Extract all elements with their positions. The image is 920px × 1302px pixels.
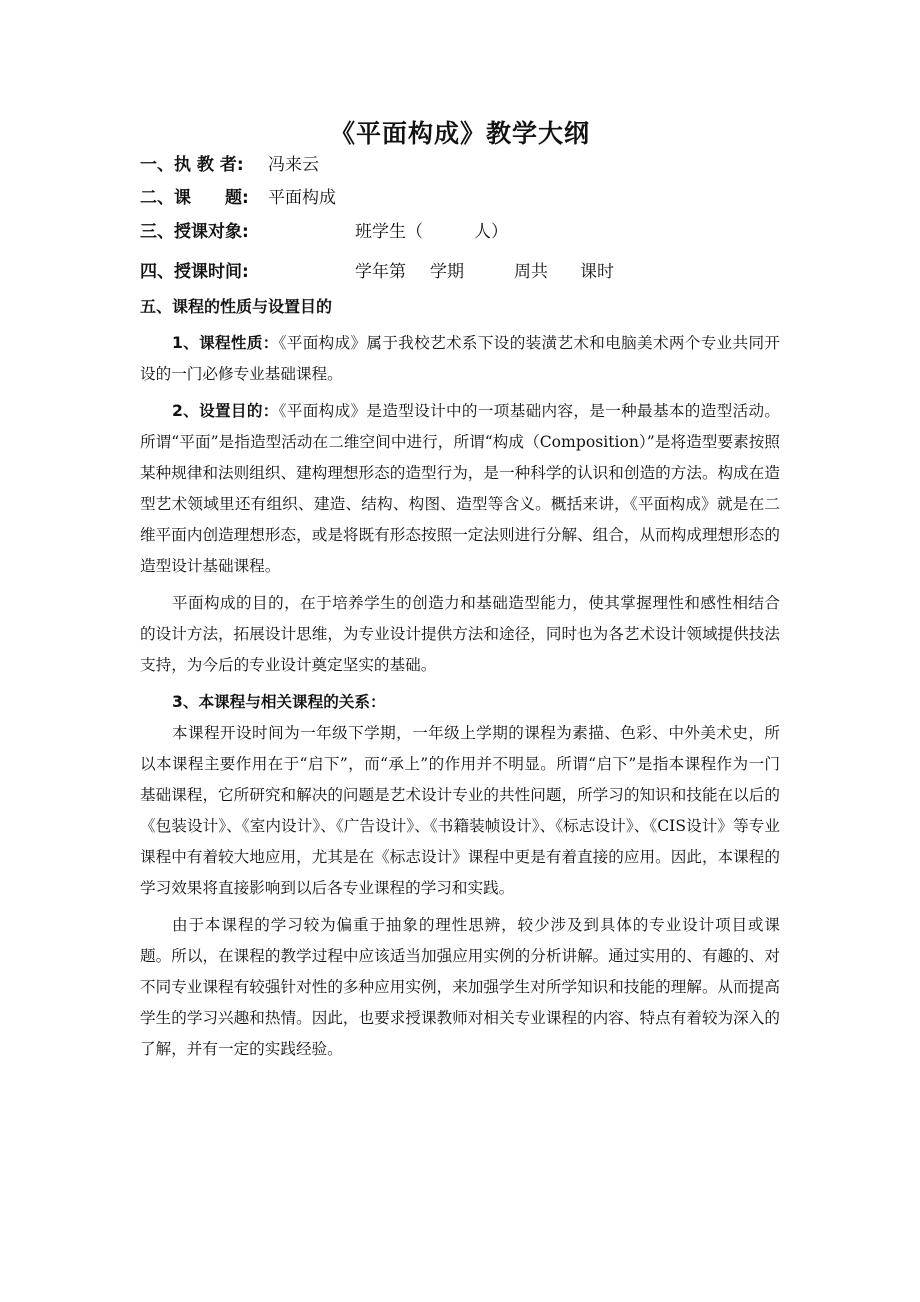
time-value-hours: 课时 — [580, 262, 614, 282]
course-purpose-label: 2、设置目的： — [172, 402, 279, 420]
relations-label: 3、本课程与相关课程的关系： — [172, 693, 386, 711]
paragraph-purpose-detail: 平面构成的目的，在于培养学生的创造力和基础造型能力，使其掌握理性和感性相结合的设计方法，拓展设计思维，为专业设计提供方法和途径，同时也为各艺术设计领域提供技法支持，为今后的专业设计奠定坚实的基础。 — [140, 594, 780, 674]
document-body — [140, 328, 780, 1065]
time-row — [140, 257, 614, 287]
paragraph-course-nature — [140, 328, 780, 390]
teacher-label: 一、执 教 者: — [140, 155, 244, 175]
time-label: 四、授课时间: — [140, 262, 249, 282]
time-value — [355, 257, 614, 287]
topic-value: 平面构成 — [268, 188, 336, 208]
document-title: 《平面构成》教学大纲 — [329, 119, 590, 148]
audience-value: 班学生（ 人） — [355, 222, 508, 242]
paragraph-relations-heading — [140, 687, 780, 718]
paragraph-course-purpose — [140, 396, 780, 582]
teacher-value: 冯来云 — [268, 155, 319, 175]
teacher-row — [140, 150, 319, 180]
audience-label: 三、授课对象: — [140, 222, 249, 242]
time-value-term: 学期 — [430, 262, 464, 282]
course-nature-text: 《平面构成》属于我校艺术系下设的装潢艺术和电脑美术两个专业共同开设的一门必修专业基础课程。 — [140, 334, 780, 383]
course-purpose-text: 《平面构成》是造型设计中的一项基础内容，是一种最基本的造型活动。所谓“平面”是指造型活动在二维空间中进行，所谓“构成（Composition）”是将造型要素按照某种规律和法则组织、建构理想形态的造型行为，是一种科学的认识和创造的方法。构成在造型艺术领域里还有组织、建造、结构、构图、造型等含义。概括来讲，《平面构成》就是在二维平面内创造理想形态，或是将既有形态按照一定法则进行分解、组合，从而构成理想形态的造型设计基础课程。 — [140, 402, 780, 575]
course-nature-label: 1、课程性质： — [172, 334, 279, 352]
topic-label: 二、课 题: — [140, 188, 249, 208]
paragraph-relations: 本课程开设时间为一年级下学期，一年级上学期的课程为素描、色彩、中外美术史，所以本课程主要作用在于“启下”，而“承上”的作用并不明显。所谓“启下”是指本课程作为一门基础课程，它所研究和解决的问题是艺术设计专业的共性问题，所学习的知识和技能在以后的《包装设计》、《室内设计》、《广告设计》、《书籍装帧设计》、《标志设计》、《CIS设计》等专业课程中有着较大地应用，尤其是在《标志设计》课程中更是有着直接的应用。因此，本课程的学习效果将直接影响到以后各专业课程的学习和实践。 — [140, 724, 780, 897]
section-5-heading: 五、课程的性质与设置目的 — [140, 297, 333, 316]
topic-row — [140, 183, 336, 213]
paragraph-teaching-notes: 由于本课程的学习较为偏重于抽象的理性思辨，较少涉及到具体的专业设计项目或课题。所以，在课程的教学过程中应该适当加强应用实例的分析讲解。通过实用的、有趣的、对不同专业课程有较强针对性的多种应用实例，来加强学生对所学知识和技能的理解。从而提高学生的学习兴趣和热情。因此，也要求授课教师对相关专业课程的内容、特点有着较为深入的了解，并有一定的实践经验。 — [140, 916, 780, 1058]
audience-row — [140, 217, 508, 247]
time-value-year: 学年第 — [355, 262, 406, 282]
time-value-weeks: 周共 — [514, 262, 548, 282]
